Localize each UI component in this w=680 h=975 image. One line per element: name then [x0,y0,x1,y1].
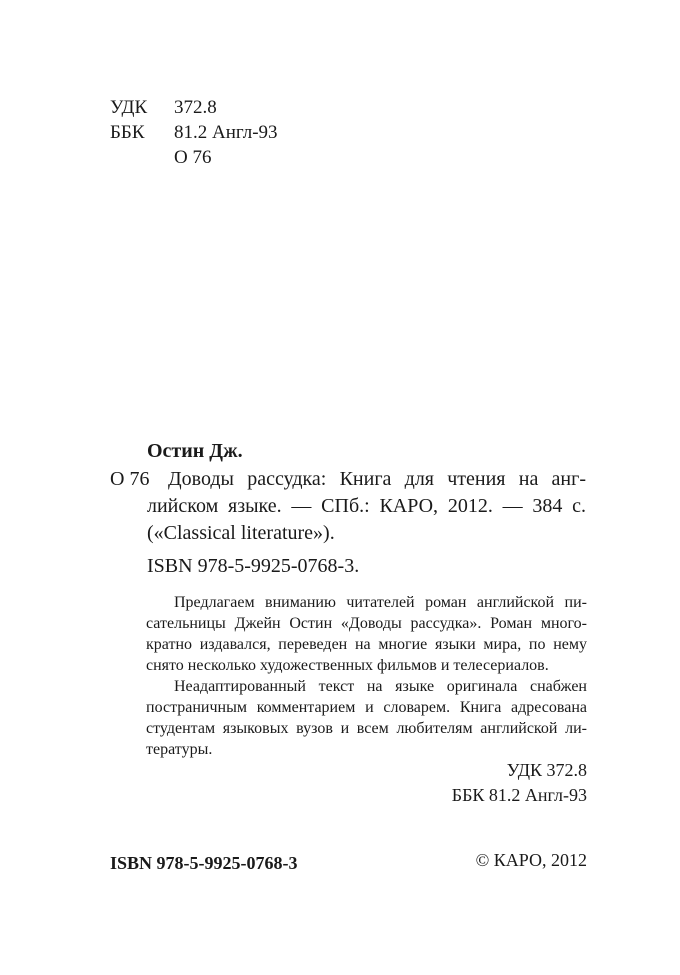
udk-row [110,96,350,120]
bbk-label: ББК [110,122,145,143]
annotation-line: тературы. [146,741,213,758]
bbk-code: ББК 81.2 Англ-93 [451,785,587,805]
biblio-line: («Classical literature»). [147,522,335,544]
annotation-line: снято несколько художественных фильмов и телесериалов. [146,657,549,674]
bbk-value: 81.2 Англ-93 [174,122,278,143]
annotation-line: Предлагаем вниманию читателей роман английской пи- [174,594,587,611]
author-name: Остин Дж. [147,440,243,462]
author-mark-row [110,146,350,170]
annotation-line: постраничным комментарием и словарем. Книга адресована [146,699,587,716]
classification-block [110,96,350,172]
udk-value: 372.8 [174,97,217,118]
udk-code: УДК 372.8 [506,760,587,780]
bbk-row [110,121,350,145]
isbn-line: ISBN 978-5-9925-0768-3. [147,555,360,577]
copyright-notice: © КАРО, 2012 [475,850,587,870]
annotation-line: кратно издавался, переведен на многие языки мира, по нему [146,636,587,653]
footer-isbn: ISBN 978-5-9925-0768-3 [110,853,298,873]
biblio-line: лийском языке. — СПб.: КАРО, 2012. — 384 с. [147,495,586,517]
catalog-code: О 76 [110,468,150,490]
author-mark-value: О 76 [174,147,212,168]
annotation-line: Неадаптированный текст на языке оригинала снабжен [174,678,587,695]
annotation-line: студентам языковых вузов и всем любителям английской ли- [146,720,587,737]
classification-codes-right [452,758,587,808]
biblio-line: Доводы рассудка: Книга для чтения на анг- [168,468,586,490]
udk-label: УДК [110,97,148,118]
annotation-line: сательницы Джейн Остин «Доводы рассудка». Роман много- [146,615,587,632]
